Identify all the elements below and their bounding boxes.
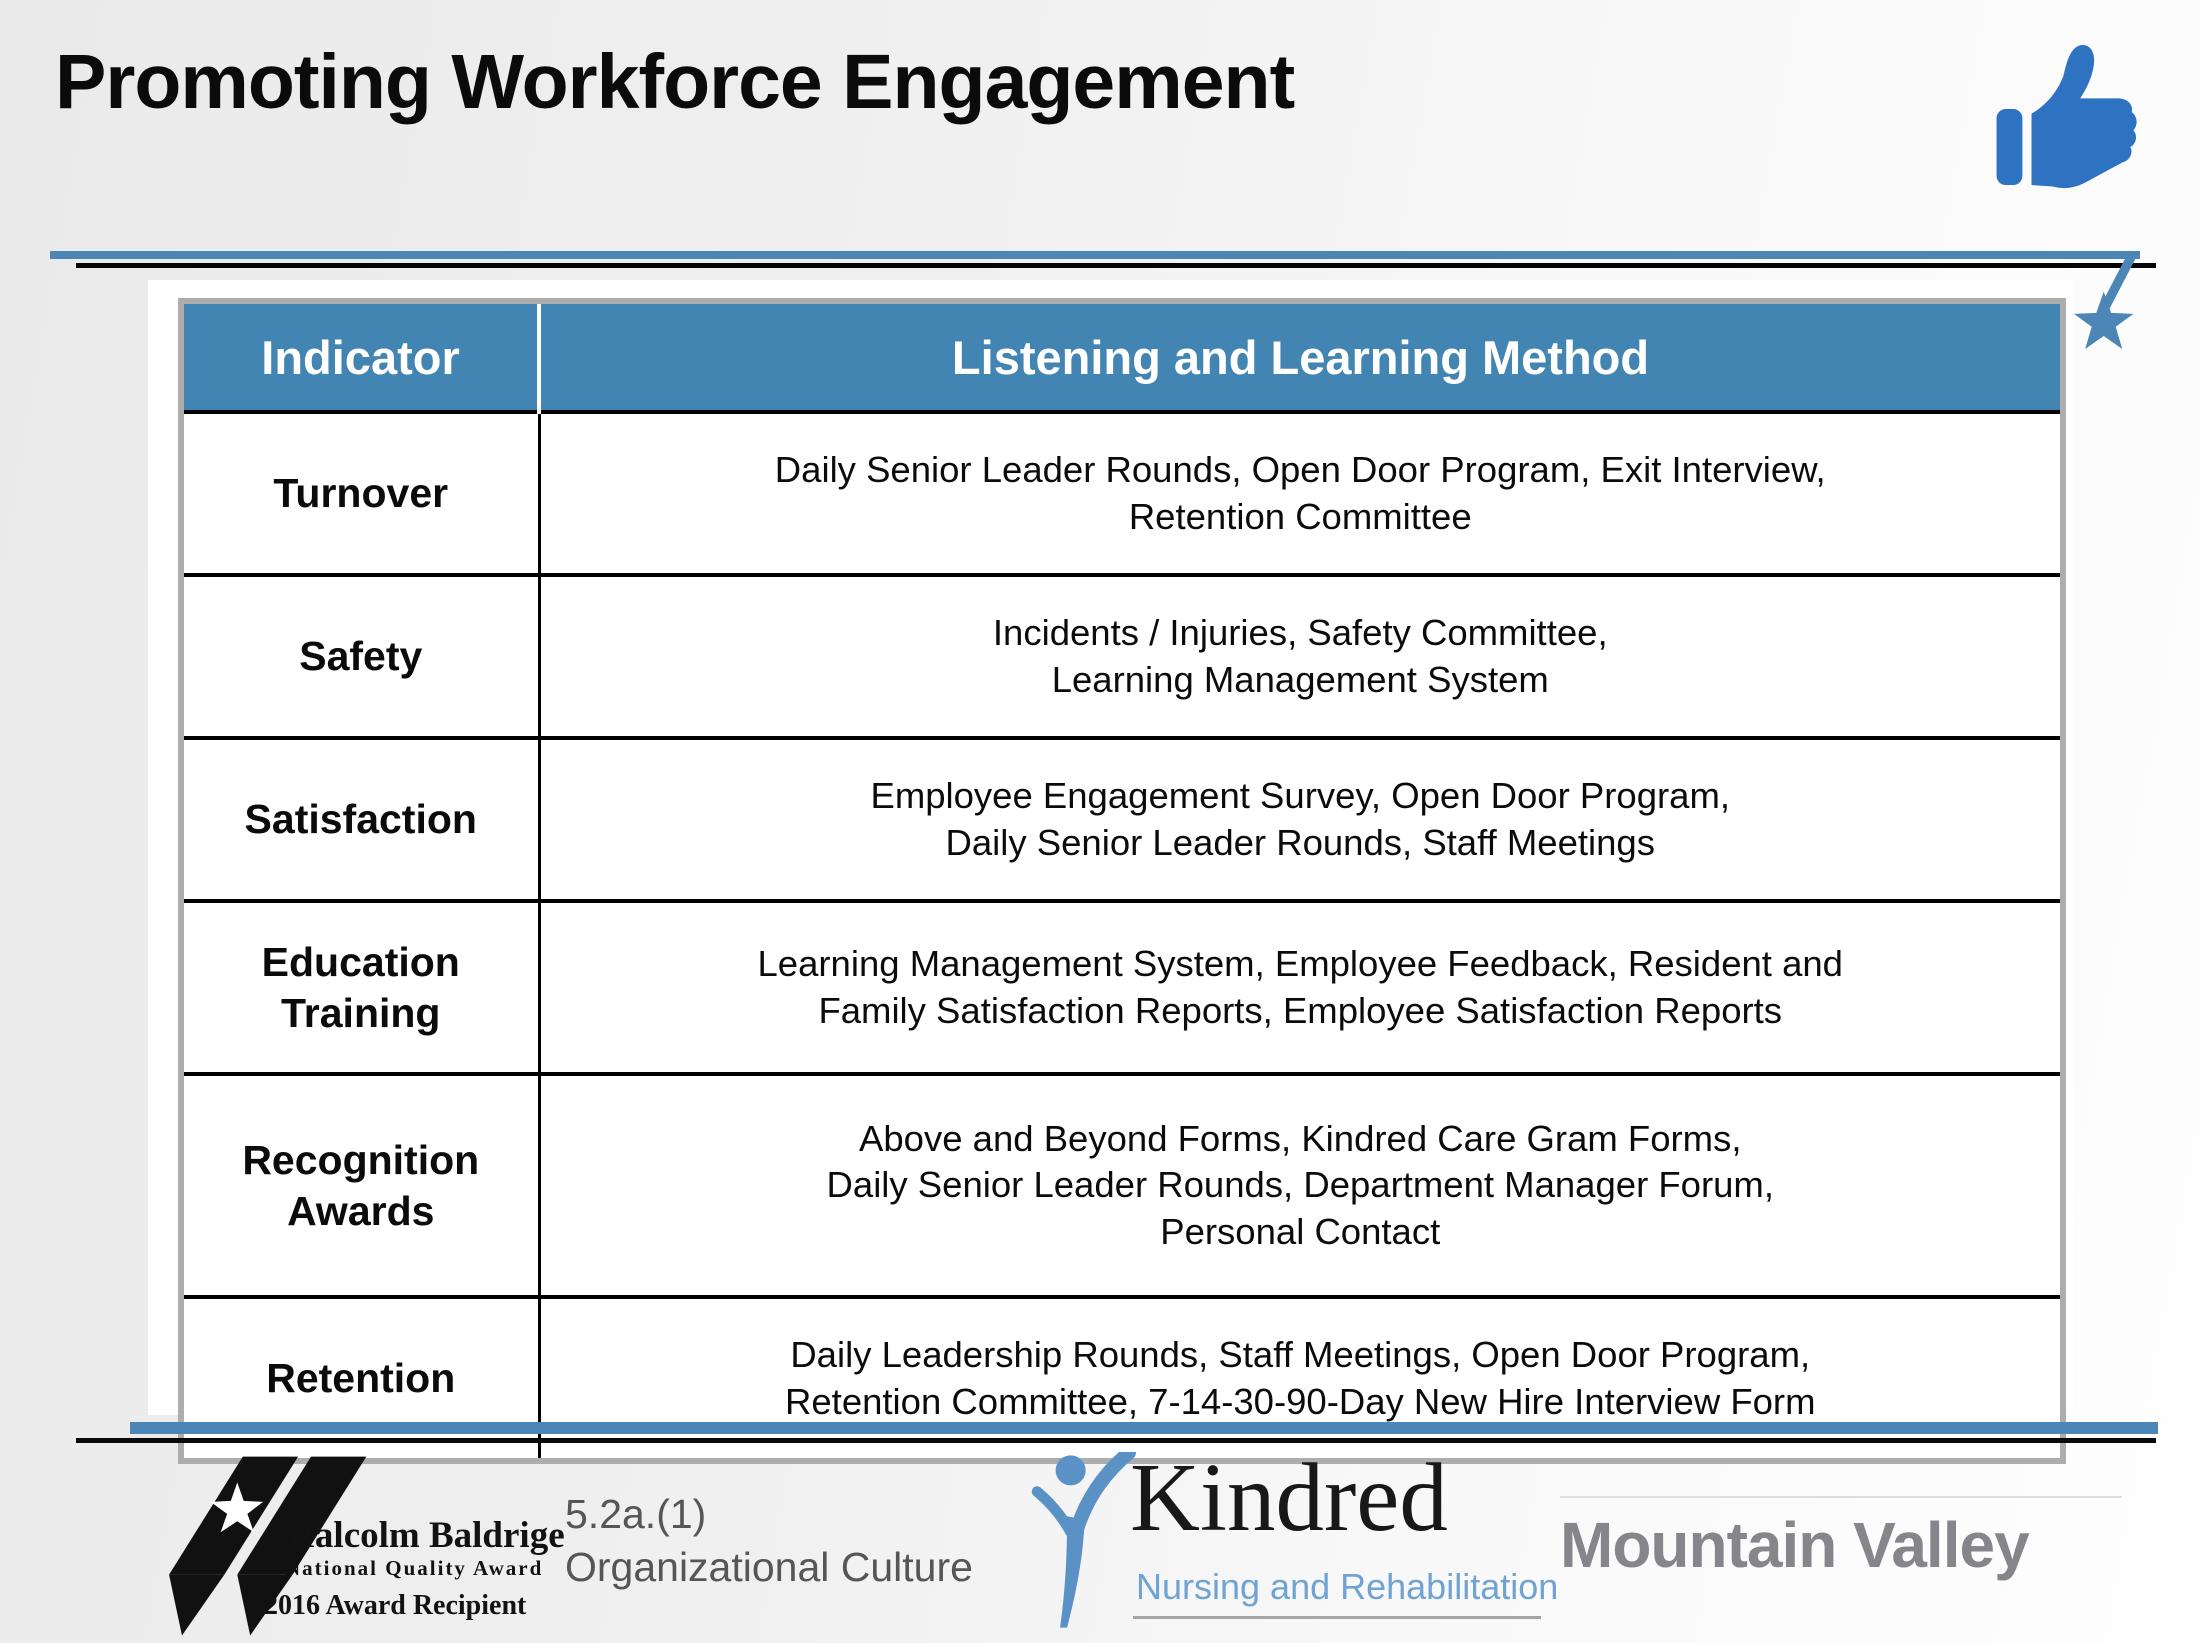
table-row (181, 412, 2063, 575)
indicator-retention: Retention (181, 1297, 539, 1461)
baldrige-name: Malcolm Baldrige (280, 1515, 565, 1556)
indicator-turnover: Turnover (181, 412, 539, 575)
title-divider-black (76, 263, 2156, 268)
table-row (181, 901, 2063, 1074)
indicator-education-training: Education Training (181, 901, 539, 1074)
footer-divider-black (76, 1438, 2156, 1443)
indicator-satisfaction: Satisfaction (181, 738, 539, 901)
indicator-recognition-awards: Recognition Awards (181, 1074, 539, 1297)
kindred-logo (1030, 1444, 1559, 1638)
table-row (181, 738, 2063, 901)
section-label: Organizational Culture (565, 1544, 973, 1590)
kindred-name: Kindred (1130, 1444, 1448, 1551)
method-retention: Daily Leadership Rounds, Staff Meetings, Open Door Program, Retention Committee, 7-14-30-90-Day New Hire Interview Form (539, 1297, 2063, 1461)
page-title: Promoting Workforce Engagement (55, 39, 1295, 125)
footer-divider-blue (130, 1422, 2158, 1434)
baldrige-subtitle: National Quality Award (285, 1556, 544, 1580)
thumbs-up-icon (1992, 22, 2144, 190)
indicator-safety: Safety (181, 575, 539, 738)
baldrige-recipient: 2016 Award Recipient (264, 1590, 527, 1621)
method-recognition-awards: Above and Beyond Forms, Kindred Care Gram Forms, Daily Senior Leader Rounds, Department Manager Forum, Personal Contact (539, 1074, 2063, 1297)
table-row (181, 1297, 2063, 1461)
facility-name: Mountain Valley (1560, 1496, 2122, 1582)
method-safety: Incidents / Injuries, Safety Committee, Learning Management System (539, 575, 2063, 738)
header-method: Listening and Learning Method (539, 301, 2063, 412)
table-row (181, 1074, 2063, 1297)
kindred-figure-icon (1030, 1452, 1136, 1630)
method-education-training: Learning Management System, Employee Feedback, Resident and Family Satisfaction Reports, Employee Satisfaction Reports (539, 901, 2063, 1074)
method-turnover: Daily Senior Leader Rounds, Open Door Program, Exit Interview, Retention Committee (539, 412, 2063, 575)
section-code: 5.2a.(1) (565, 1491, 707, 1537)
kindred-underline (1133, 1616, 1541, 1619)
title-divider-blue (50, 251, 2140, 259)
table-header-row (181, 301, 2063, 412)
section-reference (565, 1488, 973, 1594)
engagement-table (178, 298, 2066, 1464)
table-row (181, 575, 2063, 738)
method-satisfaction: Employee Engagement Survey, Open Door Program, Daily Senior Leader Rounds, Staff Meetings (539, 738, 2063, 901)
kindred-tagline: Nursing and Rehabilitation (1136, 1566, 1559, 1607)
header-indicator: Indicator (181, 301, 539, 412)
